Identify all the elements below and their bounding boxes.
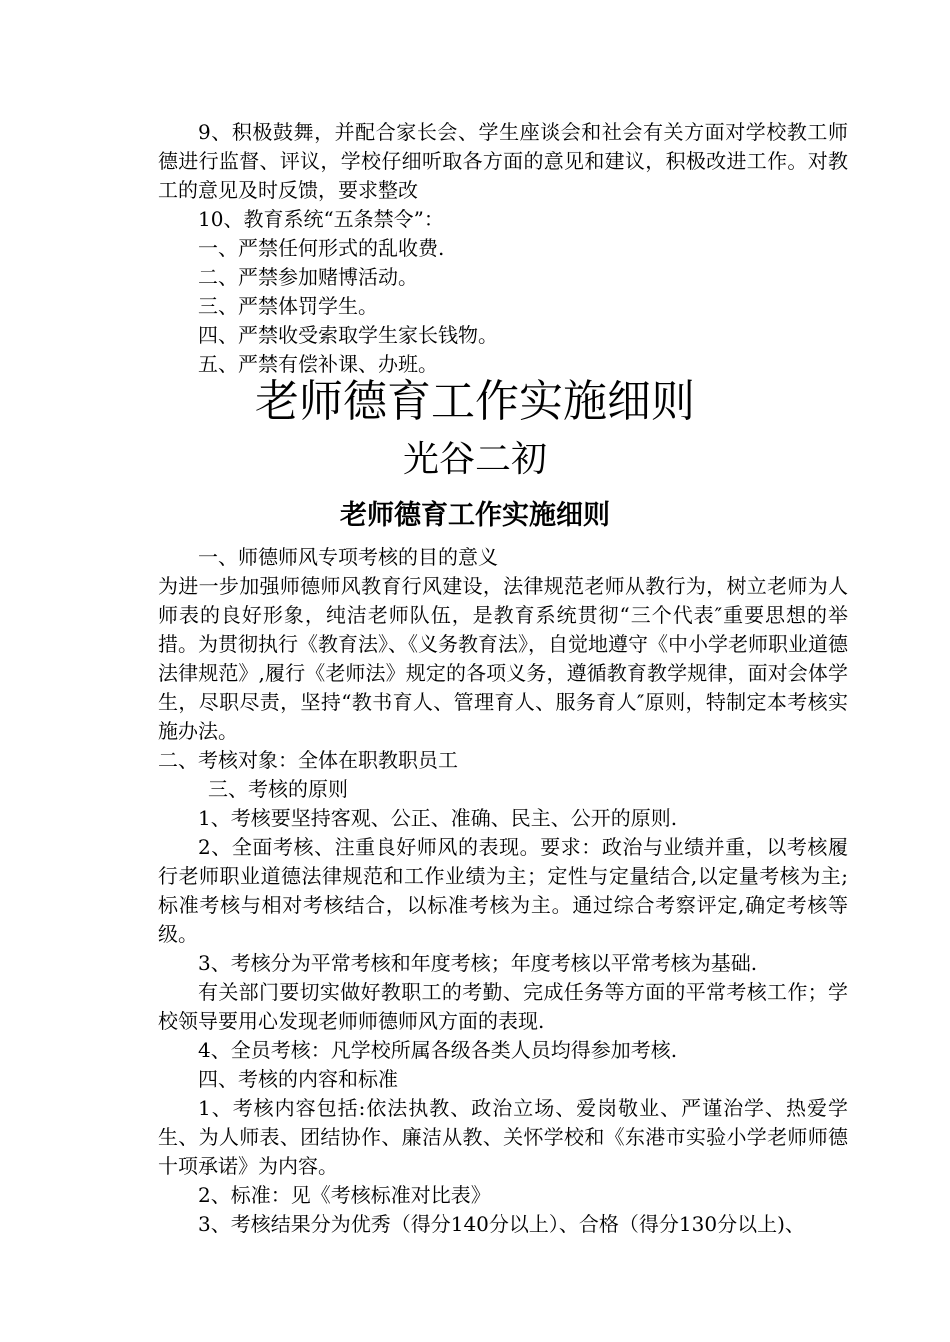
paragraph-item-9: 9、积极鼓舞，并配合家长会、学生座谈会和社会有关方面对学校教工师德进行监督、评议，学校仔细听取各方面的意见和建议，积极改进工作。对教工的意见及时反馈，要求整改 <box>158 120 848 202</box>
standard-item: 2、标准：见《考核标准对比表》 <box>198 1183 491 1207</box>
school-name: 光谷二初 <box>402 439 547 480</box>
section-heading: 三、考核的原则 <box>208 777 348 801</box>
standard-item: 3、考核结果分为优秀（得分140分以上）、合格（得分130分以上)、 <box>198 1212 805 1236</box>
ban-item: 四、严禁收受索取学生家长钱物。 <box>198 323 498 347</box>
standard-item: 1、考核内容包括:依法执教、政治立场、爱岗敬业、严谨治学、热爱学生、为人师表、团结协作、廉洁从教、关怀学校和《东港市实验小学老师师德十项承诺》为内容。 <box>158 1096 848 1178</box>
section-paragraph: 为进一步加强师德师风教育行风建设，法律规范老师从教行为，树立老师为人师表的良好形象，纯洁老师队伍，是教育系统贯彻“三个代表″重要思想的举措。为贯彻执行《教育法》、《义务教育法》，自觉地遵守《中小学老师职业道德法律规范》,履行《老师法》规定的各项义务，遵循教育教学规律，面对会体学生，尽职尽责，坚持“教书育人、管理育人、服务育人″原则，特制定本考核实施办法。 <box>158 574 848 743</box>
ban-item: 一、严禁任何形式的乱收费. <box>198 236 445 260</box>
principle-item: 4、全员考核：凡学校所属各级各类人员均得参加考核. <box>198 1038 678 1062</box>
ban-item: 二、严禁参加赌博活动。 <box>198 265 418 289</box>
sub-title: 老师德育工作实施细则 <box>340 500 610 531</box>
principle-item: 1、考核要坚持客观、公正、准确、民主、公开的原则. <box>198 806 678 830</box>
principle-item: 3、考核分为平常考核和年度考核；年度考核以平常考核为基础. <box>198 951 758 975</box>
section-heading: 二、考核对象：全体在职教职员工 <box>158 748 458 772</box>
body-section <box>158 543 848 1239</box>
ban-item: 五、严禁有偿补课、办班。 <box>198 352 438 376</box>
section-heading: 一、师德师风专项考核的目的意义 <box>198 545 498 569</box>
principle-item: 2、全面考核、注重良好师风的表现。要求：政治与业绩并重，以考核履行老师职业道德法律规范和工作业绩为主；定性与定量结合,以定量考核为主;标准考核与相对考核结合，以标准考核为主。通过综合考察评定,确定考核等级。 <box>158 835 848 946</box>
main-title: 老师德育工作实施细则 <box>255 376 695 427</box>
top-section <box>158 118 848 379</box>
paragraph-item-10: 10、教育系统“五条禁令”： <box>198 207 444 231</box>
principle-item: 有关部门要切实做好教职工的考勤、完成任务等方面的平常考核工作；学校领导要用心发现老师师德师风方面的表现. <box>158 980 848 1033</box>
section-heading: 四、考核的内容和标准 <box>198 1067 398 1091</box>
ban-item: 三、严禁体罚学生。 <box>198 294 378 318</box>
